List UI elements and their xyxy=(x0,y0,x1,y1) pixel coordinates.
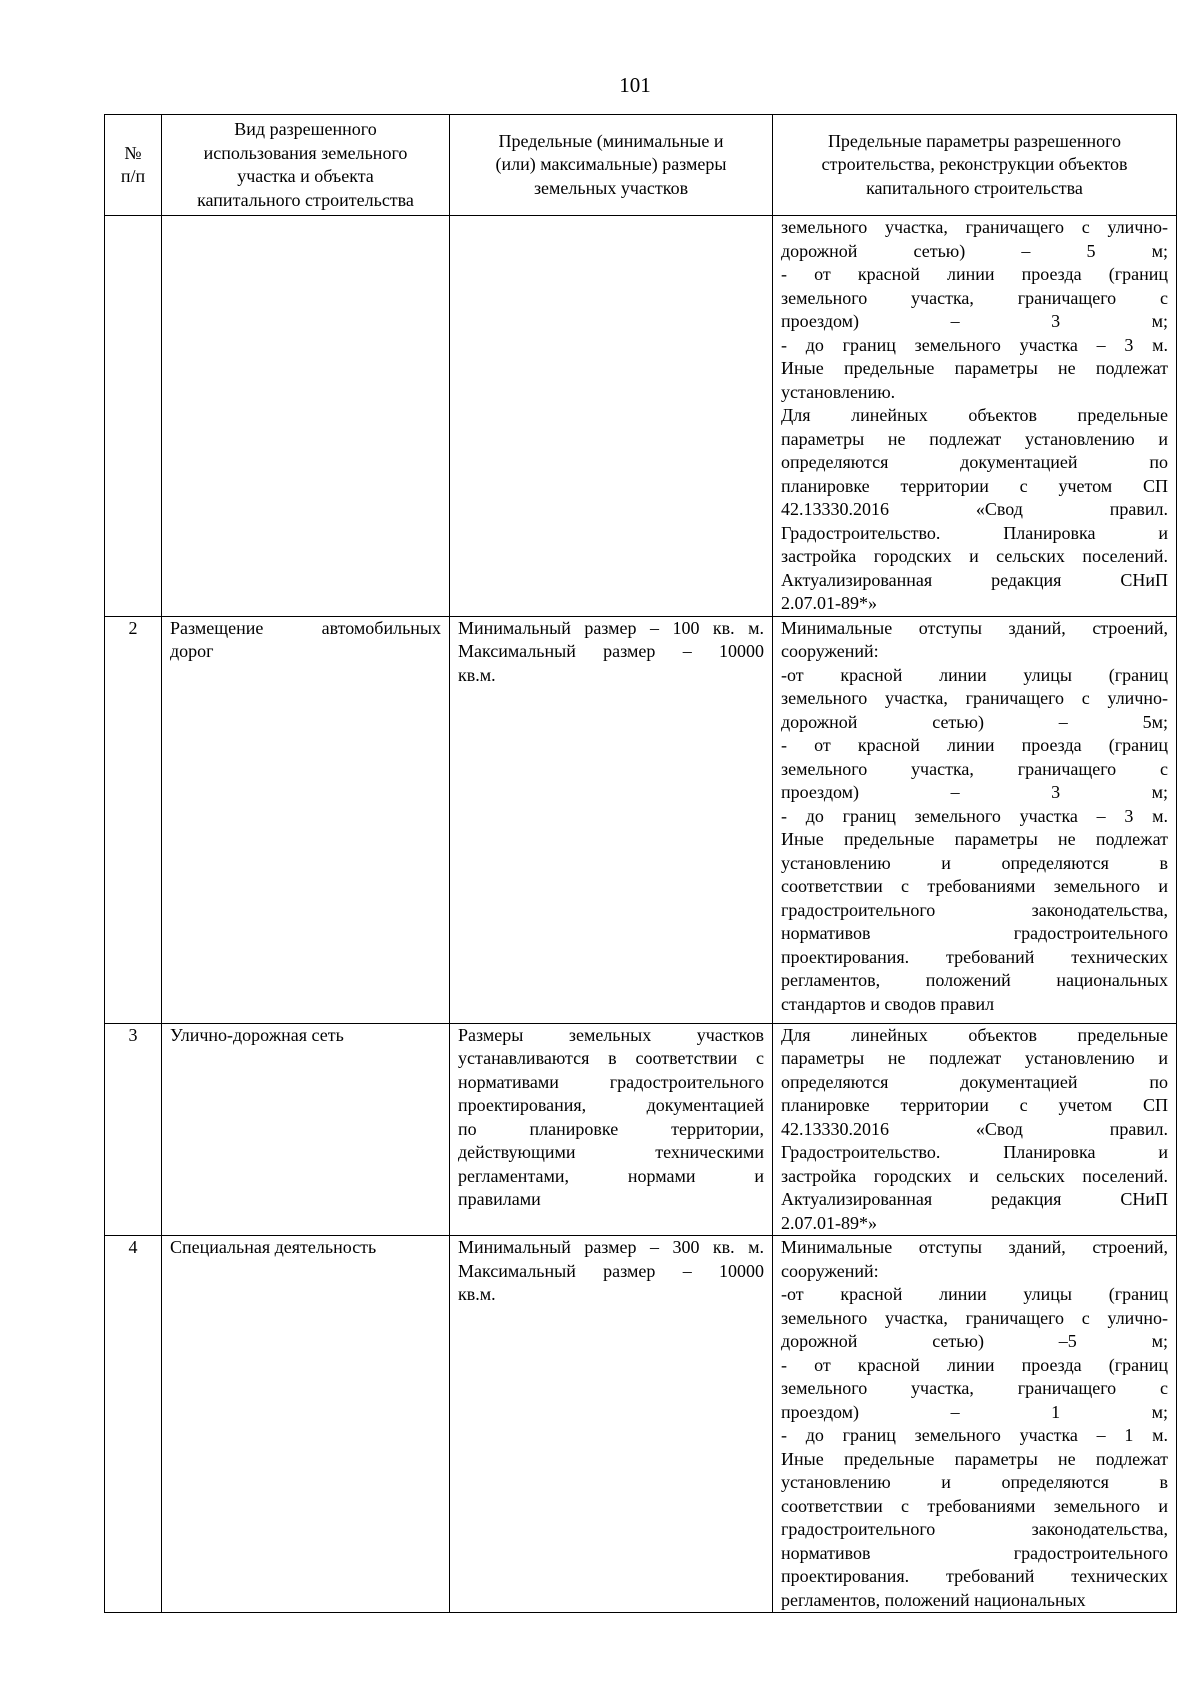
cell-params xyxy=(773,1023,1177,1236)
text-line: проездом) – 3 м; xyxy=(781,311,1168,331)
text-line: Специальная деятельность xyxy=(170,1237,377,1257)
text-line: земельного участка, граничащего с улично- xyxy=(781,217,1168,237)
cell-size xyxy=(450,616,773,1023)
text-line: дорожной сетью) – 5 м; xyxy=(781,240,1168,261)
text-line: - до границ земельного участка – 3 м. xyxy=(781,805,1168,826)
text-line: проездом) – 1 м; xyxy=(781,1401,1168,1422)
text-line: действующими техническими xyxy=(458,1142,764,1162)
text-line: использования земельного xyxy=(203,142,408,163)
text-line: сооружений: xyxy=(781,1260,879,1281)
text-line: Иные предельные параметры не подлежат xyxy=(781,829,1168,849)
cell-num: 3 xyxy=(105,1023,162,1236)
text-line: земельных участков xyxy=(533,177,689,198)
header-type xyxy=(162,115,450,216)
text-line: Минимальный размер – 100 кв. м. xyxy=(458,617,764,638)
text-line: правилами xyxy=(458,1189,541,1209)
cell-params xyxy=(773,1236,1177,1613)
text-line: п/п xyxy=(120,166,146,186)
cell-type xyxy=(162,616,450,1023)
cell-size xyxy=(450,1236,773,1613)
text-line: капитального строительства xyxy=(197,189,414,210)
text-line: установлению и определяются в xyxy=(781,1472,1168,1492)
text-line: кв.м. xyxy=(458,1284,496,1304)
text-line: регламентов, положений национальных xyxy=(781,970,1168,990)
text-line: дорожной сетью) –5 м; xyxy=(781,1331,1168,1351)
cell-params xyxy=(773,616,1177,1023)
text-line: Улично-дорожная сеть xyxy=(170,1024,344,1045)
text-line: дорожной сетью) – 5м; xyxy=(781,711,1168,732)
table-row xyxy=(105,216,1177,617)
text-line: параметры не подлежат установлению и xyxy=(781,1048,1168,1068)
text-line: -от красной линии улицы (границ xyxy=(781,1284,1168,1304)
text-line: - до границ земельного участка – 1 м. xyxy=(781,1425,1168,1445)
text-line: Размеры земельных участков xyxy=(458,1024,764,1045)
text-line: (или) максимальные) размеры xyxy=(495,154,727,175)
text-line: регламентов, положений национальных xyxy=(781,1589,1086,1610)
text-line: земельного участка, граничащего с улично- xyxy=(781,1307,1168,1328)
text-line: определяются документацией по xyxy=(781,452,1168,472)
text-line: капитального строительства xyxy=(866,177,1083,198)
text-line: Максимальный размер – 10000 xyxy=(458,1260,764,1281)
text-line: проектирования. требований технических xyxy=(781,1566,1168,1586)
text-line: № xyxy=(124,142,142,163)
table-row xyxy=(105,1236,1177,1613)
text-line: кв.м. xyxy=(458,664,496,685)
text-line: 2.07.01-89*» xyxy=(781,593,877,613)
text-line: установлению и определяются в xyxy=(781,852,1168,873)
text-line: градостроительного законодательства, xyxy=(781,1519,1168,1539)
text-line: проектирования. требований технических xyxy=(781,946,1168,967)
text-line: Размещение автомобильных xyxy=(170,617,441,638)
text-line: Предельные (минимальные и xyxy=(498,130,724,151)
text-line: параметры не подлежат установлению и xyxy=(781,428,1168,449)
text-line: Градостроительство. Планировка и xyxy=(781,522,1168,543)
text-line: нормативов градостроительного xyxy=(781,923,1168,943)
text-line: планировке территории с учетом СП xyxy=(781,475,1168,496)
text-line: 2.07.01-89*» xyxy=(781,1212,877,1233)
text-line: Вид разрешенного xyxy=(234,119,377,139)
text-line: проектирования, документацией xyxy=(458,1095,764,1115)
text-line: градостроительного законодательства, xyxy=(781,899,1168,920)
text-line: Минимальные отступы зданий, строений, xyxy=(781,1237,1168,1257)
page-number: 101 xyxy=(619,73,651,97)
text-line: земельного участка, граничащего с улично- xyxy=(781,688,1168,708)
text-line: застройка городских и сельских поселений. xyxy=(781,546,1168,566)
text-line: стандартов и сводов правил xyxy=(781,993,995,1014)
text-line: - от красной линии проезда (границ xyxy=(781,1354,1168,1375)
text-line: нормативами градостроительного xyxy=(458,1071,764,1092)
text-line: Иные предельные параметры не подлежат xyxy=(781,1448,1168,1469)
cell-params xyxy=(773,216,1177,617)
text-line: Максимальный размер – 10000 xyxy=(458,641,764,661)
table-header-row xyxy=(105,115,1177,216)
text-line: участка и объекта xyxy=(237,166,374,186)
regulations-table xyxy=(104,114,1177,1613)
text-line: сооружений: xyxy=(781,641,879,661)
text-line: проездом) – 3 м; xyxy=(781,782,1168,802)
text-line: Актуализированная редакция СНиП xyxy=(781,569,1168,590)
text-line: Минимальный размер – 300 кв. м. xyxy=(458,1237,764,1257)
text-line: планировке территории с учетом СП xyxy=(781,1095,1168,1115)
text-line: установлению. xyxy=(781,381,896,402)
text-line: Градостроительство. Планировка и xyxy=(781,1142,1168,1162)
text-line: - от красной линии проезда (границ xyxy=(781,264,1168,284)
table-row xyxy=(105,1023,1177,1236)
cell-num xyxy=(105,216,162,617)
cell-num: 2 xyxy=(105,616,162,1023)
text-line: Для линейных объектов предельные xyxy=(781,405,1168,425)
text-line: земельного участка, граничащего с xyxy=(781,758,1168,779)
text-line: соответствии с требованиями земельного и xyxy=(781,1495,1168,1516)
text-line: -от красной линии улицы (границ xyxy=(781,664,1168,685)
text-line: - до границ земельного участка – 3 м. xyxy=(781,334,1168,355)
cell-type xyxy=(162,1023,450,1236)
text-line: нормативов градостроительного xyxy=(781,1542,1168,1563)
text-line: Актуализированная редакция СНиП xyxy=(781,1189,1168,1209)
text-line: - от красной линии проезда (границ xyxy=(781,735,1168,755)
header-num xyxy=(105,115,162,216)
text-line: Иные предельные параметры не подлежат xyxy=(781,358,1168,378)
text-line: земельного участка, граничащего с xyxy=(781,287,1168,308)
header-size xyxy=(450,115,773,216)
text-line: дорог xyxy=(170,641,214,661)
text-line: Предельные параметры разрешенного xyxy=(827,130,1122,151)
text-line: устанавливаются в соответствии с xyxy=(458,1048,764,1068)
text-line: строительства, реконструкции объектов xyxy=(821,154,1128,175)
text-line: застройка городских и сельских поселений. xyxy=(781,1165,1168,1186)
cell-size xyxy=(450,1023,773,1236)
text-line: 42.13330.2016 «Свод правил. xyxy=(781,1118,1168,1139)
text-line: регламентами, нормами и xyxy=(458,1165,764,1186)
header-params xyxy=(773,115,1177,216)
text-line: по планировке территории, xyxy=(458,1118,764,1139)
cell-num: 4 xyxy=(105,1236,162,1613)
text-line: Для линейных объектов предельные xyxy=(781,1024,1168,1045)
text-line: земельного участка, граничащего с xyxy=(781,1378,1168,1398)
text-line: 42.13330.2016 «Свод правил. xyxy=(781,499,1168,519)
cell-type xyxy=(162,1236,450,1613)
text-line: соответствии с требованиями земельного и xyxy=(781,876,1168,896)
text-line: Минимальные отступы зданий, строений, xyxy=(781,617,1168,638)
table-row xyxy=(105,616,1177,1023)
cell-size xyxy=(450,216,773,617)
cell-type xyxy=(162,216,450,617)
text-line: определяются документацией по xyxy=(781,1071,1168,1092)
